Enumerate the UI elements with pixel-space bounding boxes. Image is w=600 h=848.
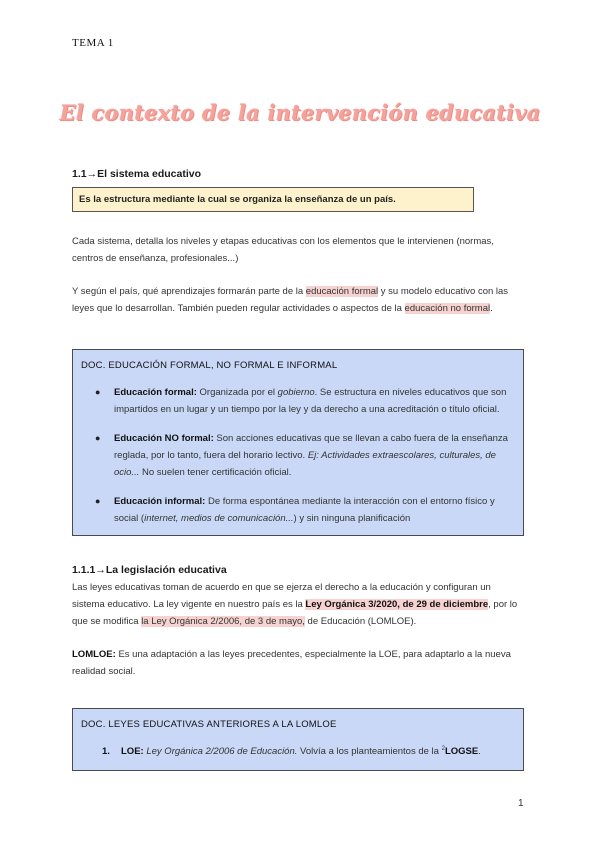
item-label: Educación informal: (114, 496, 206, 507)
item-emphasis: internet, medios de comunicación... (144, 513, 294, 524)
item-text: . Se estructura en niveles educativos que son impartidos en un lugar y un tiempo por la ley y da derecho a una acreditación o título oficial. (114, 387, 507, 415)
paragraph-lomloe (72, 646, 524, 680)
paragraph-text: y su modelo educativo con las leyes que lo desarrollan. También pueden regular actividades o aspectos de la (72, 286, 509, 314)
arrow-icon: → (86, 168, 98, 180)
highlight-nonformal-education: educación no formal (404, 303, 491, 314)
paragraph-country (72, 283, 524, 317)
item-label: Educación NO formal: (114, 433, 214, 444)
education-types-list (81, 384, 515, 527)
item-text: Son acciones educativas que se llevan a cabo fuera de la enseñanza reglada, por lo tanto, fuera del horario lectivo. (114, 433, 508, 461)
paragraph-text: . (490, 303, 493, 314)
item-text: . (478, 746, 481, 757)
paragraph-systems: Cada sistema, detalla los niveles y etapas educativas con los elementos que le intervienen (normas, centros de enseñanza, profesionales...) (72, 236, 494, 264)
item-emphasis: Ej: Actividades extraescolares, culturales, de ocio... (114, 450, 496, 478)
document-title: El contexto de la intervención educativa (59, 100, 541, 125)
page-header: TEMA 1 (72, 37, 114, 49)
highlight-current-law: Ley Orgánica 3/2020, de 29 de diciembre (305, 599, 489, 610)
item-emphasis: gobierno (277, 387, 315, 398)
section-heading-text: La legislación educativa (105, 564, 227, 576)
page-number: 1 (518, 798, 524, 809)
section-heading-1-1 (72, 166, 524, 183)
paragraph-text: , por lo que se modifica (72, 599, 518, 627)
paragraph-text: Las leyes educativas toman de acuerdo en que se ejerza el derecho a la educación y configuran un sistema educativo. La ley vigente en nuestro país es la (72, 582, 491, 610)
doc-box-title: DOC. LEYES EDUCATIVAS ANTERIORES A LA LOMLOE (81, 719, 337, 730)
item-emphasis: Ley Orgánica 2/2006 de Educación. (143, 746, 298, 757)
paragraph-legislation (72, 579, 524, 630)
item-text: Organizada por el (196, 387, 278, 398)
section-number: 1.1 (72, 168, 87, 180)
section-heading-text: El sistema educativo (97, 168, 201, 180)
footnote-marker: 2 (441, 745, 445, 752)
previous-laws-list (81, 743, 515, 760)
bullet-icon: ● (95, 496, 101, 506)
item-bold: LOGSE (444, 746, 479, 757)
page-content (72, 166, 524, 771)
doc-box-previous-laws (72, 708, 524, 771)
paragraph-text: Es una adaptación a las leyes precedentes, especialmente la LOE, para adaptarlo a la nueva realidad social. (72, 649, 511, 677)
list-item-formal (81, 384, 515, 418)
item-number: 1. (102, 746, 110, 757)
paragraph-text: Y según el país, qué aprendizajes formarán parte de la (72, 286, 306, 297)
bullet-icon: ● (95, 433, 101, 443)
highlight-modified-law: la Ley Orgánica 2/2006, de 3 de mayo, (141, 616, 305, 627)
list-item-informal (81, 493, 515, 527)
item-text: No suelen tener certificación oficial. (139, 467, 292, 478)
item-label: LOE: (121, 746, 144, 757)
doc-box-title: DOC. EDUCACIÓN FORMAL, NO FORMAL E INFORMAL (81, 360, 338, 371)
bullet-icon: ● (95, 387, 101, 397)
section-number: 1.1.1 (72, 564, 96, 576)
definition-box: Es la estructura mediante la cual se organiza la enseñanza de un país. (72, 187, 474, 212)
doc-box-education-types (72, 349, 524, 536)
item-text: Volvía a los planteamientos de la (297, 746, 442, 757)
item-text: De forma espontánea mediante la interacción con el entorno físico y social ( (114, 496, 495, 524)
list-item-nonformal (81, 430, 515, 481)
arrow-icon: → (95, 564, 106, 576)
list-item-loe (81, 743, 515, 760)
item-text: ) y sin ninguna planificación (293, 513, 411, 524)
highlight-formal-education: educación formal (305, 286, 379, 297)
paragraph-text: de Educación (LOMLOE). (304, 616, 417, 627)
item-label: Educación formal: (114, 387, 197, 398)
lomloe-label: LOMLOE: (72, 649, 116, 660)
section-heading-1-1-1 (72, 562, 524, 579)
